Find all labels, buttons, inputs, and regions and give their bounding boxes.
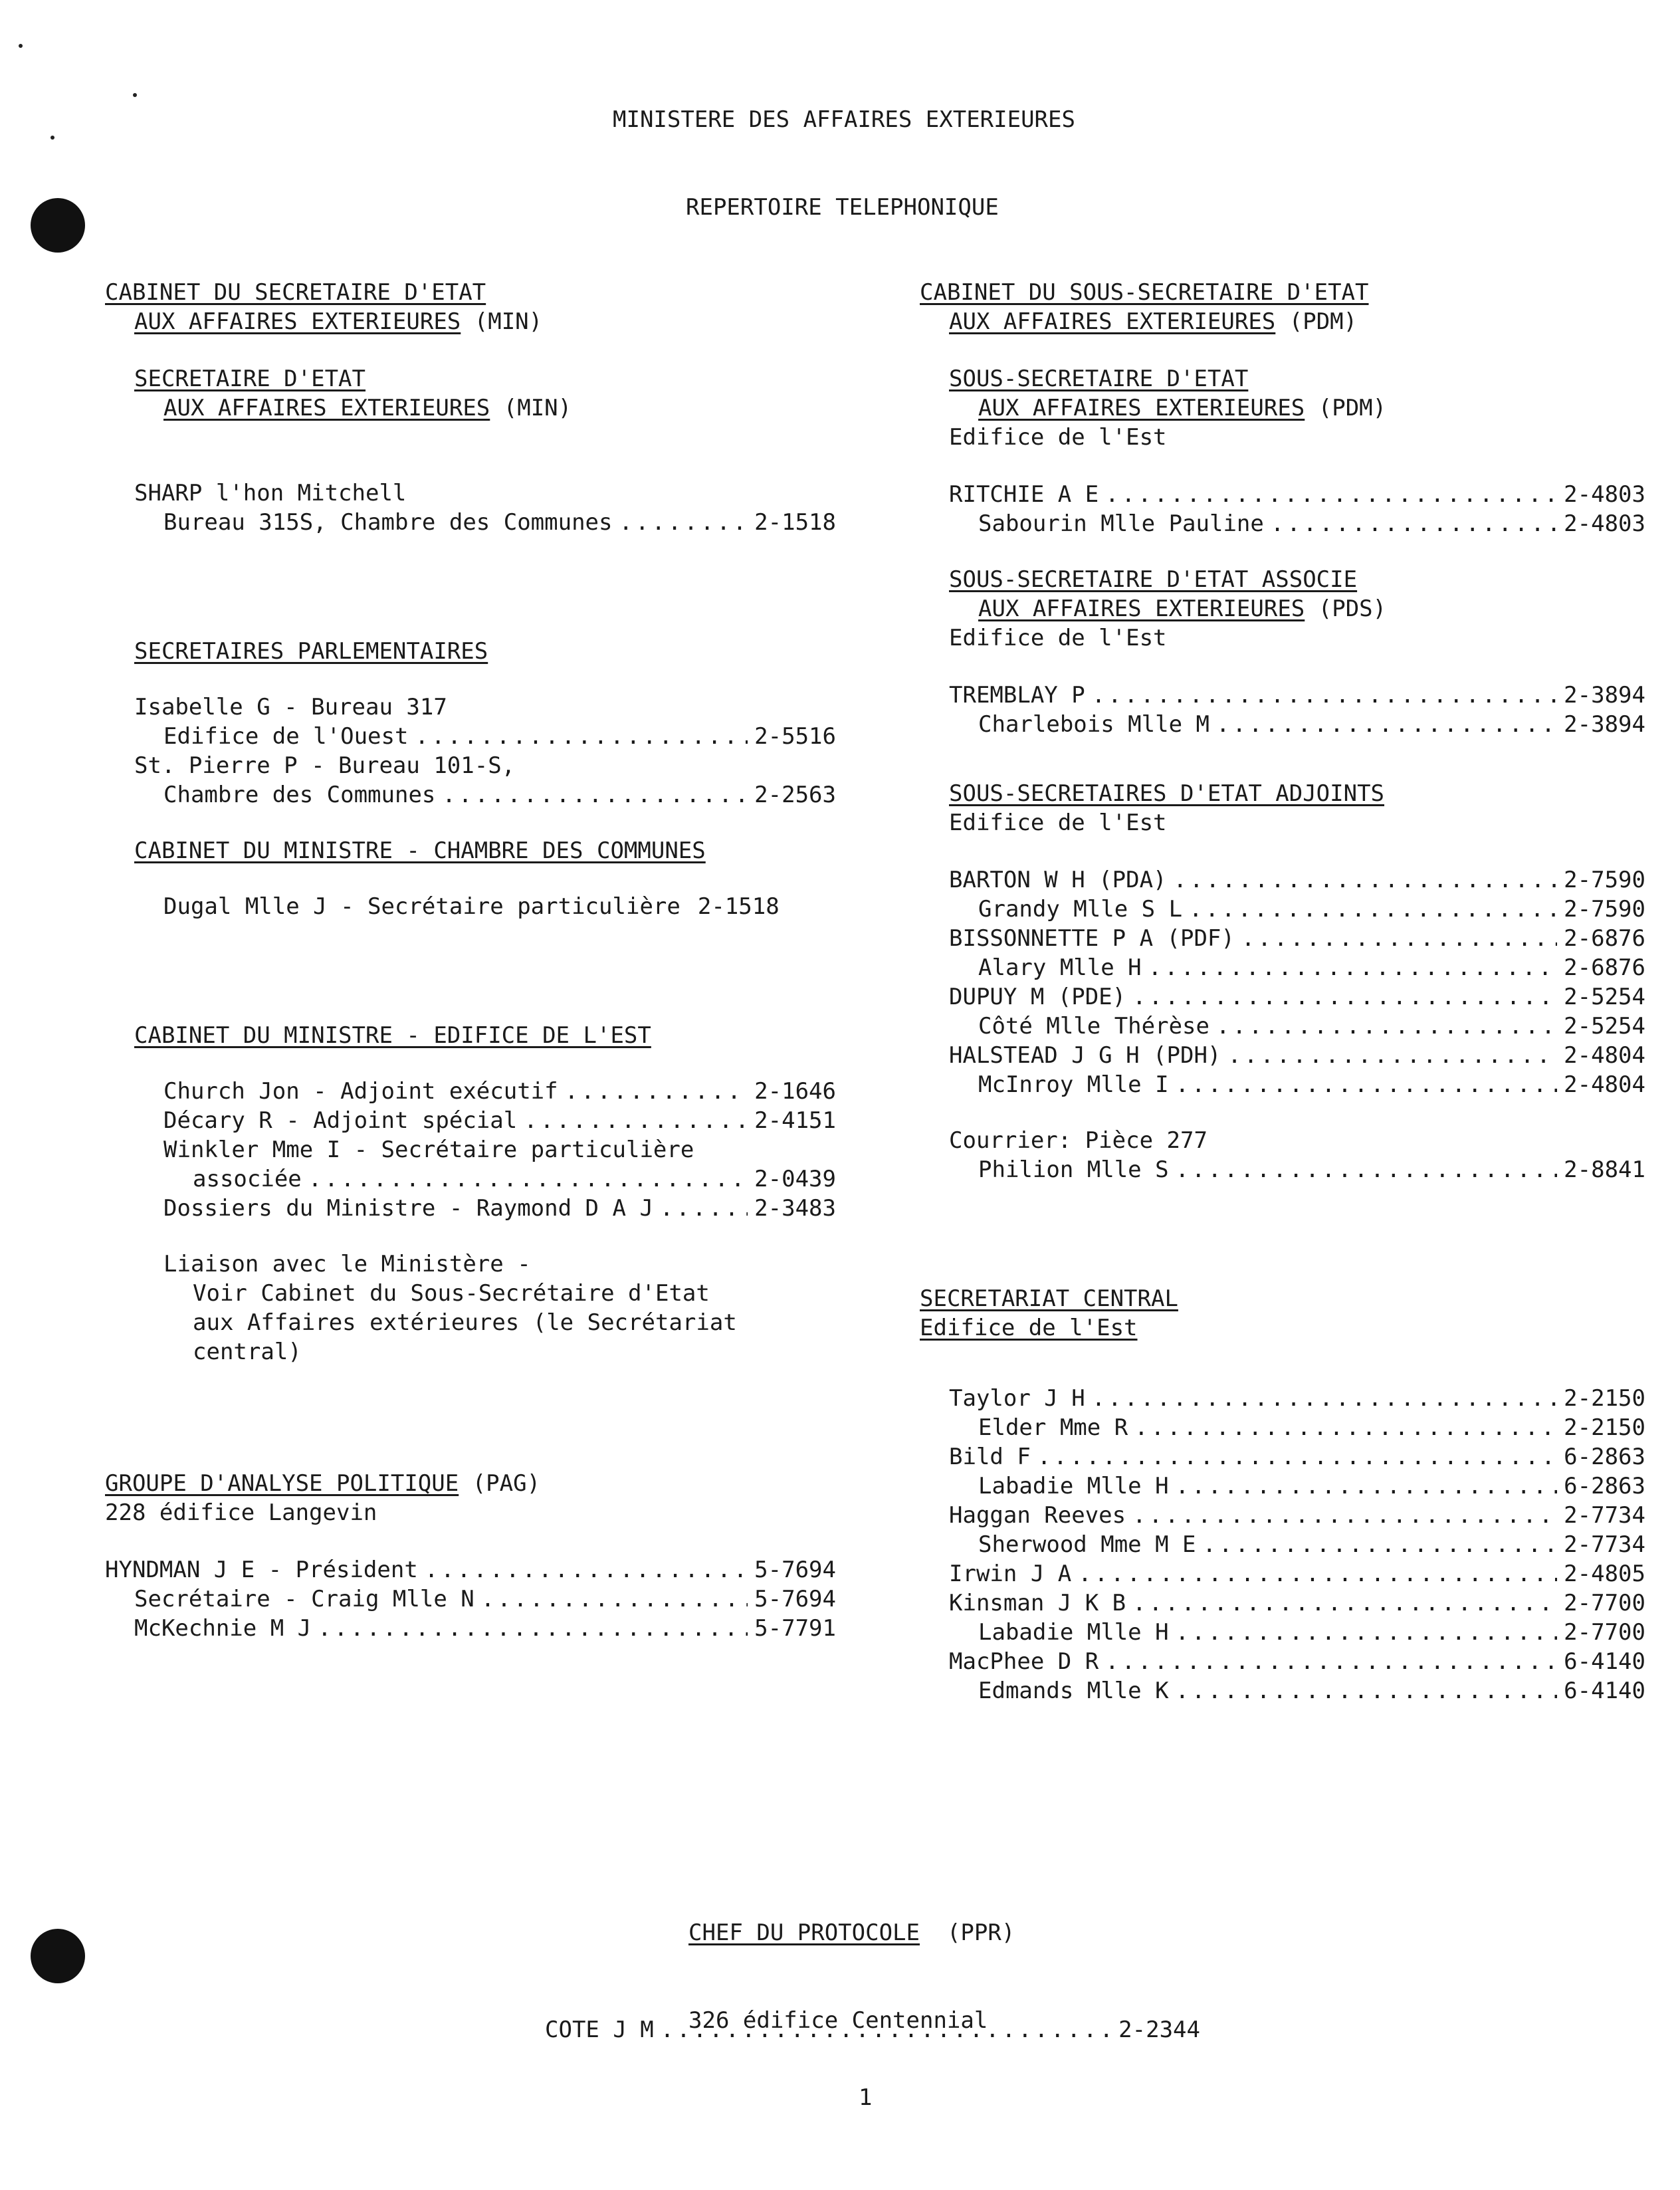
directory-entry	[134, 1106, 836, 1135]
liaison-note: central)	[193, 1339, 302, 1365]
entry-name: Dossiers du Ministre - Raymond D A J	[163, 1195, 653, 1222]
entry-name: Sabourin Mlle Pauline	[978, 510, 1264, 537]
directory-entry	[949, 924, 1645, 953]
leader-dots	[1203, 1530, 1558, 1559]
leader-dots	[1189, 895, 1557, 924]
directory-entry	[134, 780, 836, 810]
entry-name: McKechnie M J	[134, 1615, 312, 1642]
directory-entry	[134, 722, 836, 751]
phone-number: 2-7590	[1564, 896, 1645, 923]
phone-number: 6-4140	[1564, 1648, 1645, 1675]
leader-dots	[1132, 982, 1557, 1012]
section-location: 228 édifice Langevin	[105, 1499, 377, 1526]
section-location: Edifice de l'Est	[949, 810, 1167, 836]
directory-entry	[949, 1501, 1645, 1530]
entry-name: Grandy Mlle S L	[978, 896, 1183, 923]
phone-number: 2-2344	[1118, 2017, 1200, 2043]
entry-name: Taylor J H	[949, 1385, 1085, 1412]
entry-name: RITCHIE A E	[949, 481, 1099, 508]
leader-dots	[1227, 1041, 1557, 1070]
directory-entry	[949, 1012, 1645, 1041]
section-code: (MIN)	[503, 395, 572, 421]
section-secretaire-etat	[105, 364, 836, 537]
directory-entry	[949, 710, 1645, 739]
directory-entry	[949, 509, 1645, 538]
phone-number: 2-1518	[754, 509, 836, 536]
phone-number: 2-2150	[1564, 1414, 1645, 1441]
leader-dots	[661, 2015, 1112, 2044]
leader-dots	[425, 1555, 748, 1585]
phone-number: 2-5254	[1564, 1013, 1645, 1040]
entry-name: HALSTEAD J G H (PDH)	[949, 1042, 1221, 1069]
leader-dots	[1241, 924, 1557, 953]
phone-number: 2-0439	[754, 1166, 836, 1192]
entry-name: Sherwood Mme M E	[978, 1531, 1196, 1558]
section-analyse	[105, 1469, 836, 1643]
phone-number: 5-7694	[754, 1586, 836, 1612]
phone-number: 2-7734	[1564, 1502, 1645, 1529]
leader-dots	[1216, 1012, 1557, 1041]
entry-name: McInroy Mlle I	[978, 1071, 1169, 1098]
phone-number: 6-2863	[1564, 1473, 1645, 1499]
directory-entry	[949, 1472, 1645, 1501]
directory-entry	[134, 892, 836, 921]
leader-dots	[1271, 509, 1557, 538]
entry-name: Chambre des Communes	[163, 782, 436, 808]
punch-hole-bottom	[31, 1929, 85, 1983]
section-code: (PDS)	[1318, 596, 1387, 622]
phone-number: 2-2150	[1564, 1385, 1645, 1412]
directory-title: REPERTOIRE TELEPHONIQUE	[686, 194, 999, 221]
leader-dots	[1037, 1442, 1557, 1472]
directory-entry	[134, 1164, 836, 1194]
section-code: (PDM)	[1289, 308, 1358, 335]
entry-name: HYNDMAN J E - Président	[105, 1557, 418, 1583]
directory-entry	[949, 1442, 1645, 1472]
leader-dots	[524, 1106, 748, 1135]
section-location: Edifice de l'Est	[949, 625, 1167, 651]
entry-name: MacPhee D R	[949, 1648, 1099, 1675]
directory-entry	[949, 1647, 1645, 1676]
leader-dots	[565, 1077, 748, 1106]
phone-number: 2-1518	[697, 893, 780, 920]
leader-dots	[619, 508, 748, 537]
section-heading: CABINET DU MINISTRE - CHAMBRE DES COMMUNES	[134, 837, 706, 864]
section-heading: SOUS-SECRETAIRE D'ETAT	[949, 366, 1249, 392]
phone-number: 2-3894	[1564, 682, 1645, 709]
section-location: Edifice de l'Est	[920, 1315, 1138, 1341]
section-heading: AUX AFFAIRES EXTERIEURES	[978, 596, 1305, 622]
entry-name: Elder Mme R	[978, 1414, 1128, 1441]
section-heading: CABINET DU SOUS-SECRETAIRE D'ETAT	[920, 279, 1369, 306]
directory-entry	[105, 1555, 836, 1585]
directory-entry	[949, 1384, 1645, 1413]
leader-dots	[1216, 710, 1557, 739]
entry-name: Alary Mlle H	[978, 954, 1142, 981]
directory-entry	[949, 865, 1645, 895]
phone-number: 2-4804	[1564, 1042, 1645, 1069]
entry-name: Winkler Mme I - Secrétaire particulière	[163, 1137, 694, 1163]
entry-name: Edifice de l'Ouest	[163, 723, 409, 750]
section-parlementaires	[105, 637, 836, 1367]
section-location: 326 édifice Centennial	[688, 2007, 988, 2034]
right-column	[920, 278, 1645, 1705]
entry-name: Labadie Mlle H	[978, 1619, 1169, 1646]
page-number: 1	[859, 2084, 873, 2111]
leader-dots	[1176, 1472, 1558, 1501]
entry-name: BISSONNETTE P A (PDF)	[949, 925, 1235, 952]
leader-dots	[1132, 1588, 1557, 1618]
entry-name: Labadie Mlle H	[978, 1473, 1169, 1499]
entry-name: St. Pierre P - Bureau 101-S,	[134, 752, 516, 779]
liaison-note: Liaison avec le Ministère -	[163, 1251, 531, 1277]
leader-dots	[1105, 1647, 1557, 1676]
directory-entry	[105, 1585, 836, 1614]
courrier-line: Courrier: Pièce 277	[949, 1127, 1208, 1154]
section-heading: AUX AFFAIRES EXTERIEURES	[949, 308, 1276, 335]
phone-number: 5-7694	[754, 1557, 836, 1583]
phone-number: 2-8841	[1564, 1156, 1645, 1183]
leader-dots	[415, 722, 748, 751]
leader-dots	[1105, 480, 1557, 509]
entry-name: Irwin J A	[949, 1561, 1072, 1587]
entry-name: Bild F	[949, 1444, 1031, 1470]
phone-number: 2-7734	[1564, 1531, 1645, 1558]
section-sous-secretaire	[920, 364, 1645, 1184]
directory-entry	[949, 1155, 1645, 1184]
phone-number: 2-5516	[754, 723, 836, 750]
directory-entry	[949, 1676, 1645, 1705]
phone-number: 2-5254	[1564, 984, 1645, 1010]
section-heading: AUX AFFAIRES EXTERIEURES	[134, 308, 461, 335]
phone-number: 2-4805	[1564, 1561, 1645, 1587]
phone-number: 2-4804	[1564, 1071, 1645, 1098]
phone-number: 2-4803	[1564, 510, 1645, 537]
directory-entry	[134, 508, 836, 537]
phone-number: 2-7700	[1564, 1590, 1645, 1616]
leader-dots	[1134, 1413, 1557, 1442]
directory-entry	[949, 1618, 1645, 1647]
directory-entry	[949, 1413, 1645, 1442]
phone-number: 2-6876	[1564, 925, 1645, 952]
section-heading: CHEF DU PROTOCOLE	[688, 1919, 920, 1946]
phone-number: 5-7791	[754, 1615, 836, 1642]
section-code: (MIN)	[474, 308, 543, 335]
entry-name: Charlebois Mlle M	[978, 711, 1209, 738]
left-column	[105, 278, 836, 1643]
section-heading: SOUS-SECRETAIRES D'ETAT ADJOINTS	[949, 780, 1385, 807]
speck-mark	[51, 136, 54, 140]
directory-entry	[134, 1194, 836, 1223]
entry-name: Bureau 315S, Chambre des Communes	[163, 509, 613, 536]
leader-dots	[1176, 1618, 1558, 1647]
section-code: (PPR)	[946, 1919, 1015, 1946]
speck-mark	[19, 44, 23, 48]
leader-dots	[1078, 1559, 1557, 1588]
phone-number: 2-3483	[754, 1195, 836, 1222]
phone-number: 2-7700	[1564, 1619, 1645, 1646]
leader-dots	[1132, 1501, 1557, 1530]
phone-number: 2-7590	[1564, 867, 1645, 893]
liaison-note: Voir Cabinet du Sous-Secrétaire d'Etat	[193, 1280, 710, 1307]
leader-dots	[442, 780, 748, 810]
directory-entry	[949, 1530, 1645, 1559]
directory-entry	[949, 982, 1645, 1012]
entry-name: Secrétaire - Craig Mlle N	[134, 1586, 474, 1612]
directory-entry	[105, 1614, 836, 1643]
entry-name: BARTON W H (PDA)	[949, 867, 1167, 893]
ministry-title: MINISTERE DES AFFAIRES EXTERIEURES	[613, 106, 1075, 133]
entry-name: Edmands Mlle K	[978, 1678, 1169, 1704]
directory-entry	[949, 1559, 1645, 1588]
leader-dots	[308, 1164, 748, 1194]
phone-number: 2-6876	[1564, 954, 1645, 981]
protocole-entry	[545, 1957, 1200, 2074]
directory-entry	[949, 1041, 1645, 1070]
directory-entry	[949, 1070, 1645, 1099]
entry-name: associée	[193, 1166, 302, 1192]
section-code: (PAG)	[472, 1470, 541, 1497]
directory-entry	[949, 681, 1645, 710]
section-heading: GROUPE D'ANALYSE POLITIQUE	[105, 1470, 459, 1497]
section-heading: CABINET DU MINISTRE - EDIFICE DE L'EST	[134, 1022, 651, 1049]
leader-dots	[318, 1614, 748, 1643]
leader-dots	[660, 1194, 748, 1223]
leader-dots	[1176, 1155, 1558, 1184]
section-cabinet-sous	[920, 278, 1645, 336]
section-code: (PDM)	[1318, 395, 1387, 421]
entry-name: Décary R - Adjoint spécial	[163, 1107, 518, 1134]
directory-entry	[949, 953, 1645, 982]
liaison-note: aux Affaires extérieures (le Secrétariat	[193, 1309, 737, 1336]
entry-name: Isabelle G - Bureau 317	[134, 694, 447, 720]
phone-number: 2-2563	[754, 782, 836, 808]
leader-dots	[1092, 681, 1557, 710]
leader-dots	[481, 1585, 748, 1614]
section-heading: AUX AFFAIRES EXTERIEURES	[163, 395, 490, 421]
section-heading: AUX AFFAIRES EXTERIEURES	[978, 395, 1305, 421]
directory-entry	[949, 480, 1645, 509]
phone-number: 2-4151	[754, 1107, 836, 1134]
phone-number: 6-4140	[1564, 1678, 1645, 1704]
phone-number: 2-3894	[1564, 711, 1645, 738]
entry-name: Haggan Reeves	[949, 1502, 1126, 1529]
entry-name: Philion Mlle S	[978, 1156, 1169, 1183]
section-location: Edifice de l'Est	[949, 424, 1167, 451]
directory-entry	[949, 895, 1645, 924]
phone-number: 2-1646	[754, 1078, 836, 1105]
leader-dots	[1176, 1070, 1558, 1099]
speck-mark	[133, 93, 137, 97]
phone-number: 6-2863	[1564, 1444, 1645, 1470]
punch-hole-top	[31, 198, 85, 253]
phone-number: 2-4803	[1564, 481, 1645, 508]
section-heading: SECRETAIRE D'ETAT	[134, 366, 366, 392]
section-heading: SOUS-SECRETAIRE D'ETAT ASSOCIE	[949, 566, 1358, 593]
leader-dots	[1148, 953, 1558, 982]
entry-name: Church Jon - Adjoint exécutif	[163, 1078, 558, 1105]
section-cabinet-secretaire	[105, 278, 836, 336]
section-heading: SECRETAIRES PARLEMENTAIRES	[134, 638, 488, 665]
entry-name: Dugal Mlle J - Secrétaire particulière	[163, 893, 681, 920]
entry-name: DUPUY M (PDE)	[949, 984, 1126, 1010]
section-heading: SECRETARIAT CENTRAL	[920, 1285, 1178, 1312]
entry-name: SHARP l'hon Mitchell	[134, 480, 407, 506]
entry-name: Kinsman J K B	[949, 1590, 1126, 1616]
leader-dots	[1092, 1384, 1557, 1413]
entry-name: TREMBLAY P	[949, 682, 1085, 709]
directory-entry	[134, 1077, 836, 1106]
entry-name: COTE J M	[545, 2017, 654, 2043]
entry-name: Côté Mlle Thérèse	[978, 1013, 1209, 1040]
section-central	[920, 1284, 1645, 1705]
leader-dots	[1174, 865, 1558, 895]
leader-dots	[1176, 1676, 1558, 1705]
directory-entry	[949, 1588, 1645, 1618]
section-heading: CABINET DU SECRETAIRE D'ETAT	[105, 279, 486, 306]
